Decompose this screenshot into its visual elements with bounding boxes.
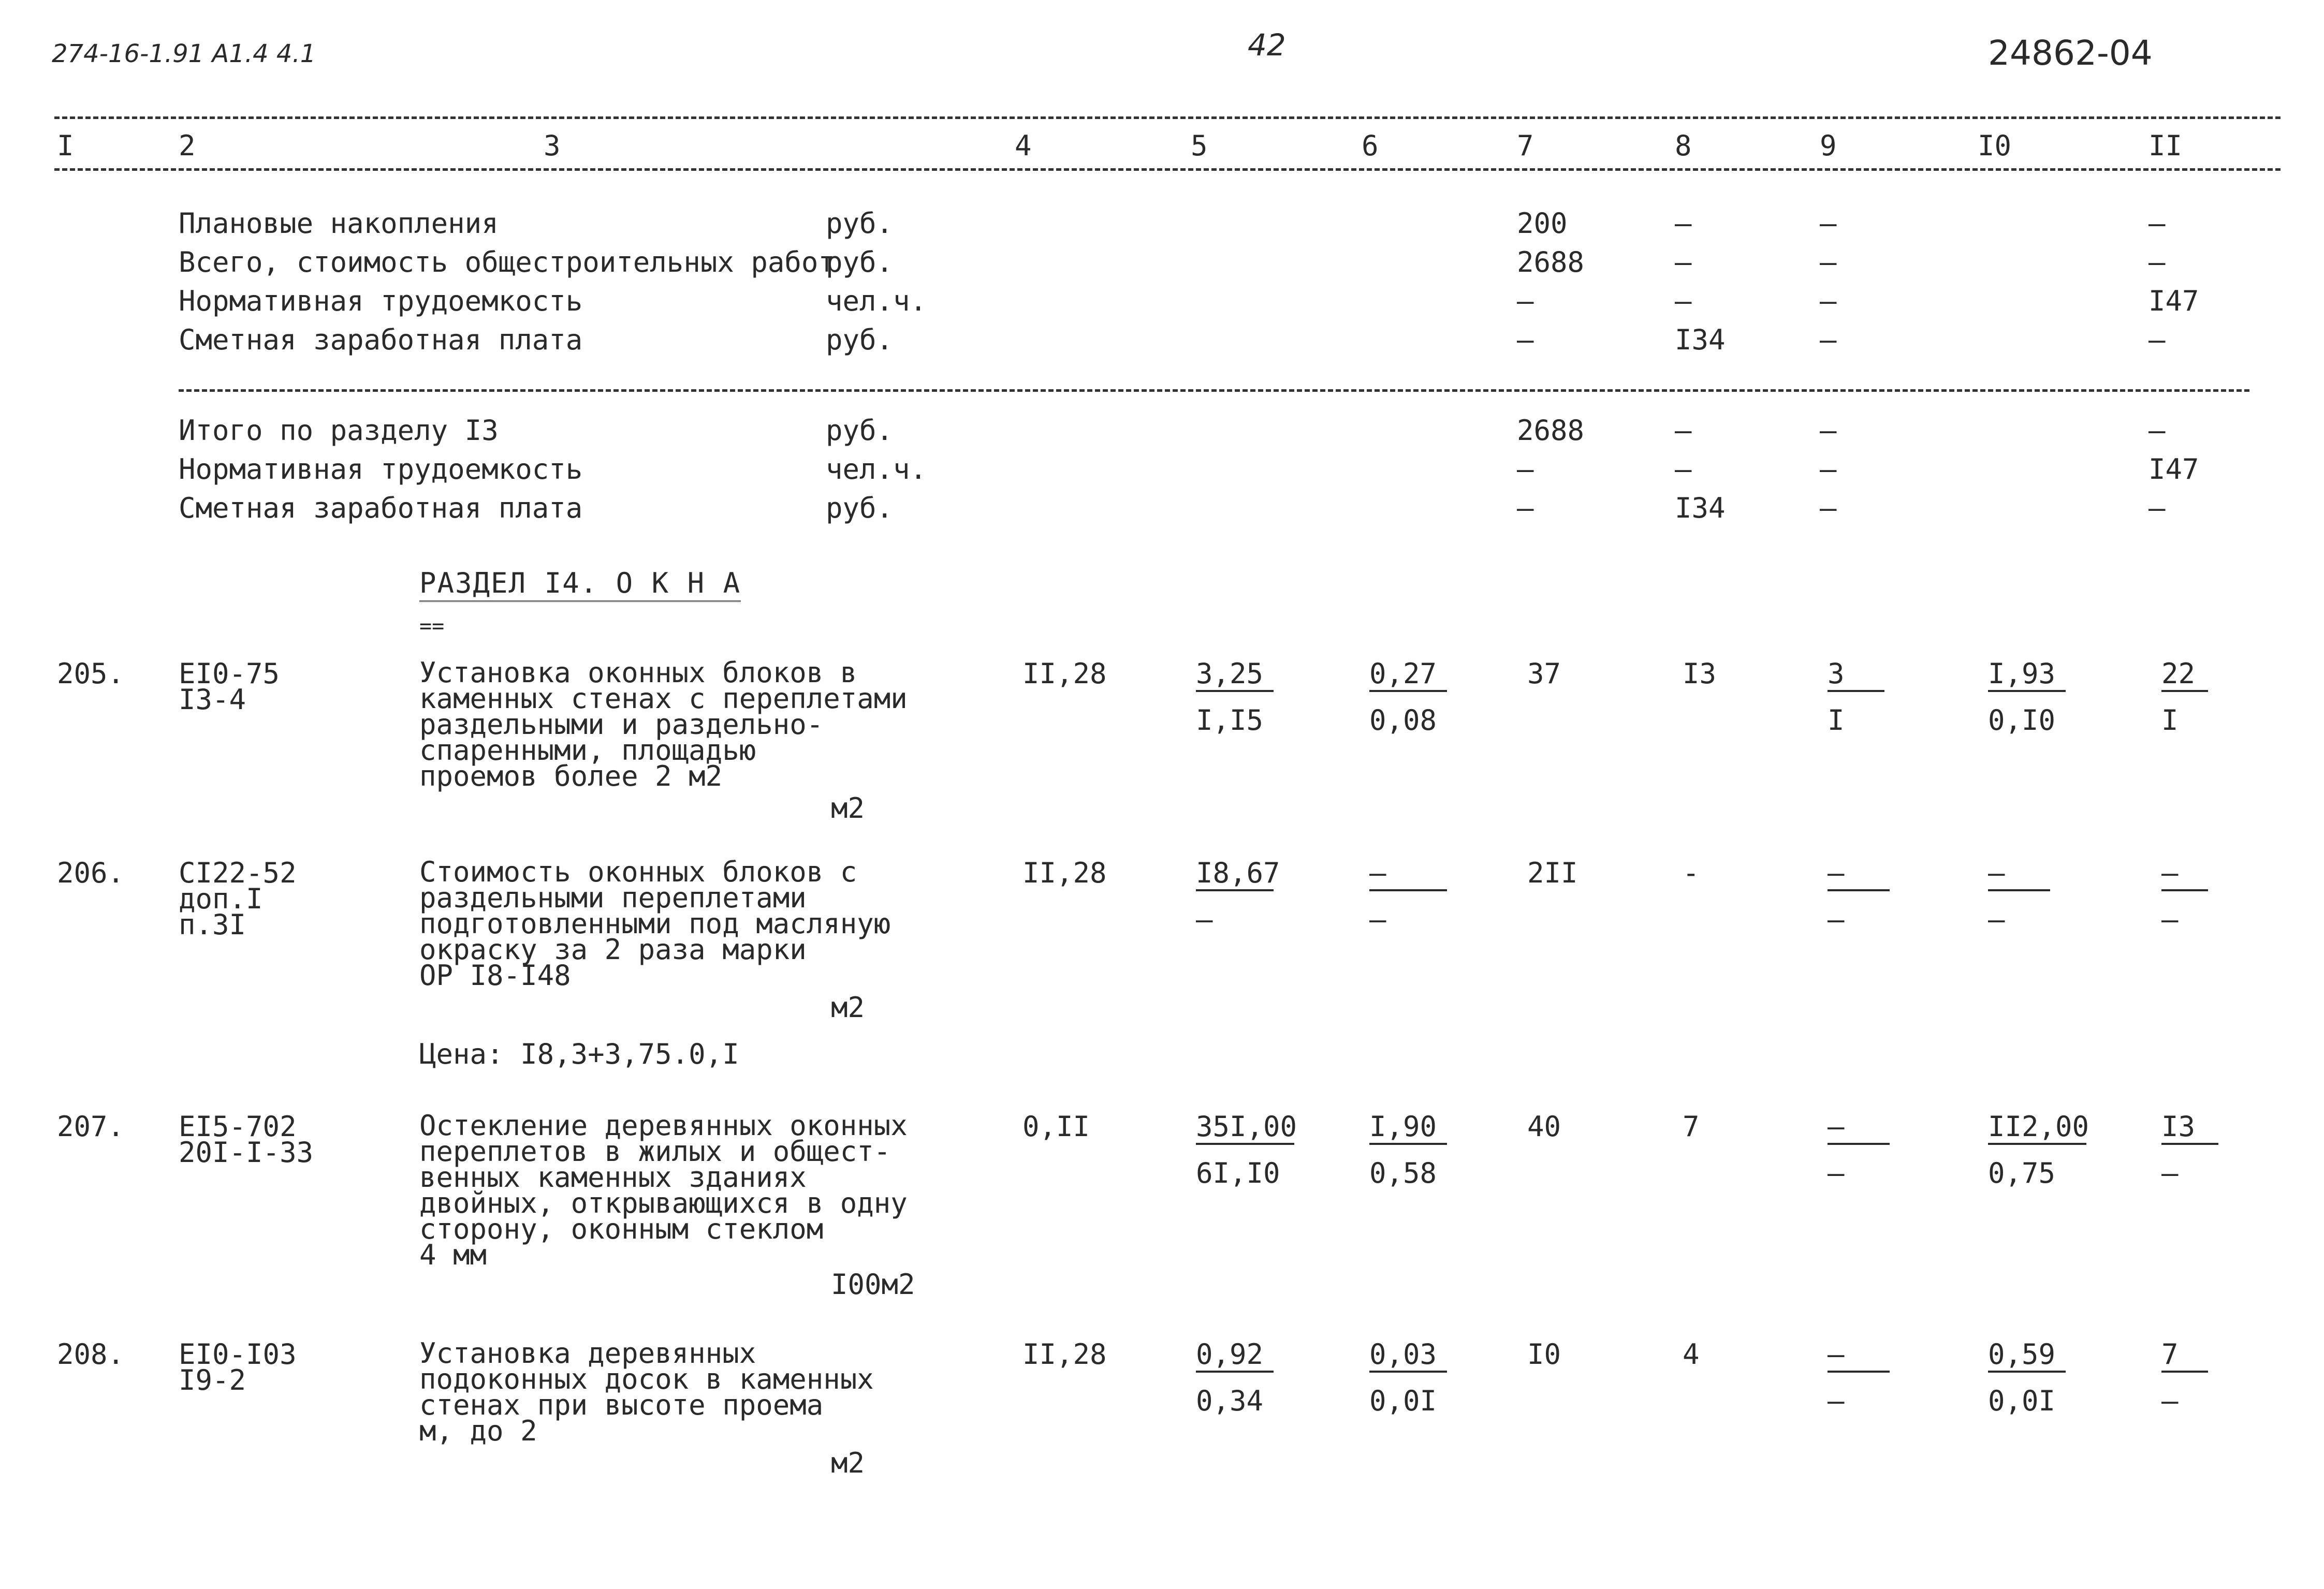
item-price-formula: Цена: I8,3+3,75.0,I	[419, 1038, 739, 1070]
item-description: Остекление деревянных оконных	[419, 1109, 908, 1142]
summary-unit: чел.ч.	[826, 285, 927, 317]
summary-label: Сметная заработная плата	[179, 323, 583, 356]
summary-unit: руб.	[826, 207, 894, 240]
item-machine-wages: –	[1369, 903, 1386, 936]
summary-col9: –	[1820, 453, 1837, 485]
item-code: I3-4	[179, 683, 246, 716]
item-col10: II2,00	[1988, 1113, 2086, 1145]
summary-col9: –	[1820, 414, 1837, 447]
item-total-wages: 4	[1683, 1338, 1700, 1371]
item-machine-cost: 0,27	[1369, 660, 1447, 692]
summary-col9: –	[1820, 323, 1837, 356]
summary-col8: –	[1675, 453, 1692, 485]
item-description: двойных, открывающихся в одну	[419, 1187, 908, 1219]
item-col11-sub: –	[2161, 903, 2179, 936]
item-total-cost: 2II	[1527, 857, 1578, 889]
item-machine-wages: 0,0I	[1369, 1385, 1437, 1417]
item-total-wages: I3	[1683, 657, 1717, 690]
item-col9-sub: –	[1828, 1157, 1845, 1189]
item-machine-cost: I,90	[1369, 1113, 1447, 1145]
item-col10: –	[1988, 859, 2050, 891]
item-col10-sub: –	[1988, 903, 2005, 936]
item-number: 205.	[57, 657, 125, 690]
item-col11: 22	[2161, 660, 2208, 692]
item-unit-cost: 35I,00	[1196, 1113, 1294, 1145]
summary-col9: –	[1820, 246, 1837, 278]
summary-col7: 2688	[1517, 414, 1585, 447]
summary-col9: –	[1820, 285, 1837, 317]
item-description: Установка деревянных	[419, 1337, 756, 1370]
summary-col11: I47	[2148, 453, 2199, 485]
item-unit: м2	[831, 792, 865, 825]
column-header-9: 9	[1820, 129, 1837, 162]
section-title-underline-mark: ==	[419, 614, 445, 638]
section-title: РАЗДЕЛ I4. О К Н А	[419, 569, 741, 602]
column-header-1: I	[57, 129, 74, 162]
item-description: переплетов в жилых и общест-	[419, 1135, 891, 1168]
page-number: 42	[1248, 27, 1286, 63]
summary-label: Итого по разделу I3	[179, 414, 499, 447]
item-machine-wages: 0,58	[1369, 1157, 1437, 1189]
item-code: 20I-I-33	[179, 1136, 314, 1169]
item-unit-cost: 3,25	[1196, 660, 1274, 692]
item-col9: 3	[1828, 660, 1884, 692]
item-description: м, до 2	[419, 1415, 537, 1447]
summary-label: Сметная заработная плата	[179, 492, 583, 524]
item-col9: –	[1828, 859, 1890, 891]
item-col10-sub: 0,I0	[1988, 704, 2056, 737]
item-unit: I00м2	[831, 1268, 915, 1301]
summary-unit: руб.	[826, 246, 894, 278]
item-description: раздельными переплетами	[419, 881, 807, 914]
column-header-4: 4	[1015, 129, 1032, 162]
column-header-10: I0	[1978, 129, 2012, 162]
column-header-5: 5	[1191, 129, 1208, 162]
item-description: раздельными и раздельно-	[419, 708, 824, 741]
item-unit-cost-wages: 0,34	[1196, 1385, 1264, 1417]
summary-col8: I34	[1675, 323, 1726, 356]
item-description: Стоимость оконных блоков с	[419, 856, 857, 888]
item-machine-cost: –	[1369, 859, 1447, 891]
item-description: окраску за 2 раза марки	[419, 933, 807, 966]
summary-col8: –	[1675, 207, 1692, 240]
item-code: EI5-702	[179, 1110, 297, 1143]
item-number: 206.	[57, 857, 125, 889]
section-separator-rule	[179, 389, 2249, 392]
column-header-3: 3	[544, 129, 561, 162]
summary-label: Нормативная трудоемкость	[179, 453, 583, 485]
item-col10-sub: 0,75	[1988, 1157, 2056, 1189]
item-description: венных каменных зданиях	[419, 1161, 807, 1194]
column-header-11: II	[2148, 129, 2183, 162]
summary-col8: –	[1675, 285, 1692, 317]
summary-col8: –	[1675, 246, 1692, 278]
item-unit-cost-wages: –	[1196, 903, 1213, 936]
summary-col7: –	[1517, 492, 1534, 524]
item-unit-cost-wages: I,I5	[1196, 704, 1264, 737]
item-col9: –	[1828, 1113, 1890, 1145]
item-col10: 0,59	[1988, 1341, 2066, 1373]
item-description: подготовленными под масляную	[419, 907, 891, 940]
item-description: 4 мм	[419, 1239, 487, 1271]
summary-col7: –	[1517, 285, 1534, 317]
item-col9-sub: I	[1828, 704, 1845, 737]
item-description: стенах при высоте проема	[419, 1389, 824, 1421]
item-number: 208.	[57, 1338, 125, 1371]
item-code: доп.I	[179, 882, 263, 915]
item-description: сторону, оконным стеклом	[419, 1213, 824, 1245]
item-col10: I,93	[1988, 660, 2066, 692]
summary-unit: руб.	[826, 492, 894, 524]
summary-col11: –	[2148, 323, 2166, 356]
item-quantity: II,28	[1022, 857, 1107, 889]
item-code: EI0-75	[179, 657, 280, 690]
item-quantity: II,28	[1022, 1338, 1107, 1371]
column-header-2: 2	[179, 129, 196, 162]
item-code: I9-2	[179, 1364, 246, 1396]
summary-unit: чел.ч.	[826, 453, 927, 485]
item-description: подоконных досок в каменных	[419, 1363, 874, 1395]
item-code: EI0-I03	[179, 1338, 297, 1371]
document-code: 274-16-1.91 A1.4 4.1	[52, 39, 316, 68]
summary-col8: –	[1675, 414, 1692, 447]
item-description: каменных стенах с переплетами	[419, 682, 908, 715]
item-quantity: 0,II	[1022, 1110, 1090, 1143]
item-col9-sub: –	[1828, 903, 1845, 936]
item-machine-cost: 0,03	[1369, 1341, 1447, 1373]
item-col11: I3	[2161, 1113, 2218, 1145]
item-total-cost: I0	[1527, 1338, 1561, 1371]
item-code: CI22-52	[179, 857, 297, 889]
item-description: спаренными, площадью	[419, 734, 756, 767]
item-description: Установка оконных блоков в	[419, 656, 857, 689]
summary-col7: 2688	[1517, 246, 1585, 278]
summary-col11: –	[2148, 414, 2166, 447]
column-header-8: 8	[1675, 129, 1692, 162]
item-number: 207.	[57, 1110, 125, 1143]
item-code: п.3I	[179, 908, 246, 941]
summary-col9: –	[1820, 207, 1837, 240]
item-total-cost: 40	[1527, 1110, 1561, 1143]
summary-col8: I34	[1675, 492, 1726, 524]
summary-col7: –	[1517, 323, 1534, 356]
summary-label: Плановые накопления	[179, 207, 499, 240]
summary-unit: руб.	[826, 323, 894, 356]
item-col11: –	[2161, 859, 2208, 891]
item-unit: м2	[831, 991, 865, 1024]
item-col11-sub: –	[2161, 1157, 2179, 1189]
summary-label: Нормативная трудоемкость	[179, 285, 583, 317]
item-unit-cost-wages: 6I,I0	[1196, 1157, 1280, 1189]
item-unit: м2	[831, 1447, 865, 1479]
item-col10-sub: 0,0I	[1988, 1385, 2056, 1417]
summary-col7: –	[1517, 453, 1534, 485]
item-unit-cost: 0,92	[1196, 1341, 1274, 1373]
item-col11-sub: I	[2161, 704, 2179, 737]
item-machine-wages: 0,08	[1369, 704, 1437, 737]
summary-col11: –	[2148, 207, 2166, 240]
item-col9: –	[1828, 1341, 1890, 1373]
summary-label: Всего, стоимость общестроительных работ	[179, 246, 835, 278]
item-description: проемов более 2 м2	[419, 760, 723, 792]
item-col11-sub: –	[2161, 1385, 2179, 1417]
header-bottom-rule	[54, 168, 2281, 171]
item-total-cost: 37	[1527, 657, 1561, 690]
summary-col9: –	[1820, 492, 1837, 524]
item-col11: 7	[2161, 1341, 2208, 1373]
summary-col11: –	[2148, 492, 2166, 524]
summary-unit: руб.	[826, 414, 894, 447]
document-number: 24862-04	[1988, 33, 2153, 73]
item-unit-cost: I8,67	[1196, 859, 1274, 891]
column-header-6: 6	[1362, 129, 1379, 162]
header-top-rule	[54, 116, 2281, 119]
item-col9-sub: –	[1828, 1385, 1845, 1417]
column-header-7: 7	[1517, 129, 1534, 162]
summary-col7: 200	[1517, 207, 1568, 240]
item-total-wages: -	[1683, 857, 1700, 889]
summary-col11: –	[2148, 246, 2166, 278]
item-description: ОР I8-I48	[419, 959, 571, 992]
item-total-wages: 7	[1683, 1110, 1700, 1143]
summary-col11: I47	[2148, 285, 2199, 317]
item-quantity: II,28	[1022, 657, 1107, 690]
